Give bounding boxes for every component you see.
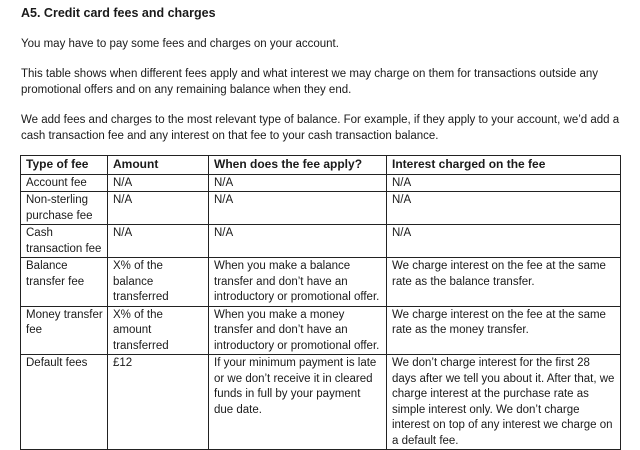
cell-when-applies: N/A (209, 192, 387, 225)
cell-fee-type: Cash transaction fee (21, 225, 108, 258)
cell-fee-type: Balance transfer fee (21, 258, 108, 307)
cell-amount: X% of the balance transferred (108, 258, 209, 307)
table-row (21, 192, 621, 225)
cell-interest: We charge interest on the fee at the same rate as the balance transfer. (387, 258, 621, 307)
balance-explanation-paragraph: We add fees and charges to the most relevant type of balance. For example, if they apply to your account, we’d add a cash transaction fee and any interest on that fee to your cash transaction balance. (21, 114, 620, 142)
cell-interest: We charge interest on the fee at the same rate as the money transfer. (387, 306, 621, 355)
cell-when-applies: When you make a balance transfer and don’t have an introductory or promotional offer. (209, 258, 387, 307)
cell-interest: N/A (387, 192, 621, 225)
header-amount: Amount (108, 156, 209, 175)
table-row (21, 174, 621, 192)
header-type-of-fee: Type of fee (21, 156, 108, 175)
intro-paragraph: You may have to pay some fees and charges on your account. (21, 38, 339, 50)
cell-interest: N/A (387, 225, 621, 258)
table-row (21, 306, 621, 355)
cell-amount: N/A (108, 225, 209, 258)
header-interest-charged: Interest charged on the fee (387, 156, 621, 175)
cell-amount: N/A (108, 192, 209, 225)
fees-table (20, 155, 621, 450)
table-row (21, 355, 621, 450)
cell-fee-type: Money transfer fee (21, 306, 108, 355)
cell-interest: N/A (387, 174, 621, 192)
cell-when-applies: N/A (209, 174, 387, 192)
cell-amount: N/A (108, 174, 209, 192)
cell-amount: X% of the amount transferred (108, 306, 209, 355)
cell-when-applies: N/A (209, 225, 387, 258)
cell-amount: £12 (108, 355, 209, 450)
section-title: A5. Credit card fees and charges (21, 6, 216, 20)
cell-interest: We don’t charge interest for the first 28 days after we tell you about it. After that, we charge interest at the purchase rate as simple interest only. We don’t charge interest on top of any interest we charge on a default fee. (387, 355, 621, 450)
cell-fee-type: Account fee (21, 174, 108, 192)
header-when-applies: When does the fee apply? (209, 156, 387, 175)
cell-when-applies: When you make a money transfer and don’t have an introductory or promotional offer. (209, 306, 387, 355)
cell-fee-type: Default fees (21, 355, 108, 450)
table-explanation-paragraph: This table shows when different fees apply and what interest we may charge on them for transactions outside any promotional offers and on any remaining balance when they end. (21, 68, 599, 96)
table-row (21, 258, 621, 307)
table-header-row (21, 156, 621, 175)
cell-fee-type: Non-sterling purchase fee (21, 192, 108, 225)
cell-when-applies: If your minimum payment is late or we don’t receive it in cleared funds in full by your payment due date. (209, 355, 387, 450)
table-row (21, 225, 621, 258)
